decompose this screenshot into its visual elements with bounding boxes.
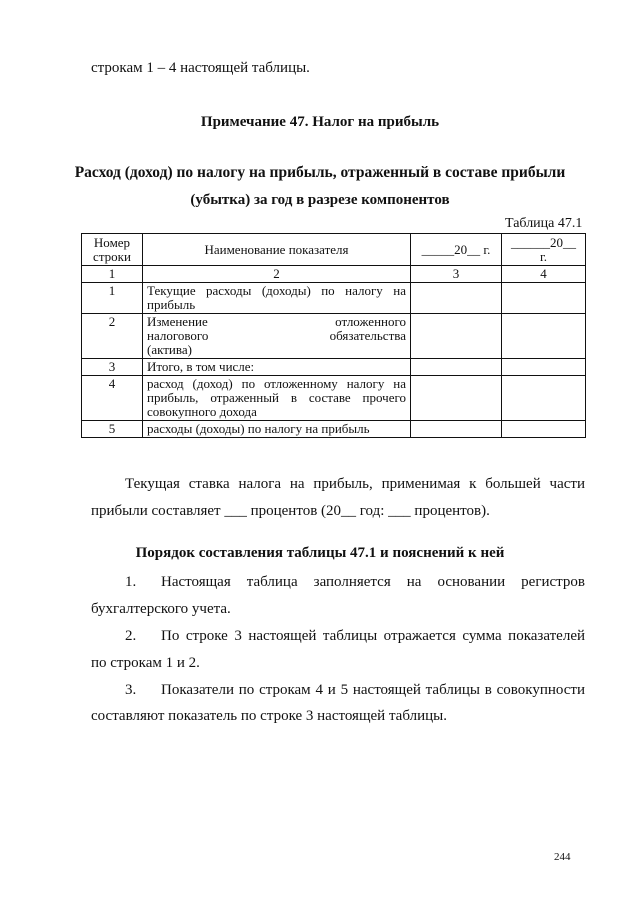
row-value-cell (502, 376, 586, 421)
row-indicator: Текущие расходы (доходы) по налогу на прибыль (143, 283, 411, 314)
page-number: 244 (554, 851, 571, 863)
row-value-cell (502, 283, 586, 314)
item-text-line2: по строкам 1 и 2. (91, 655, 200, 671)
column-number: 1 (82, 266, 143, 283)
table-label: Таблица 47.1 (505, 216, 583, 231)
item-text-line1: По строке 3 настоящей таблицы отражается сумма показателей (161, 628, 585, 644)
row-value-cell (502, 359, 586, 376)
row-value-cell (411, 359, 502, 376)
column-number: 4 (502, 266, 586, 283)
table-row (82, 359, 586, 376)
rate-paragraph-line2: прибыли составляет ___ процентов (20__ год: ___ процентов). (91, 503, 490, 519)
intro-line: строкам 1 – 4 настоящей таблицы. (91, 60, 310, 76)
header-indicator-name: Наименование показателя (143, 234, 411, 266)
row-indicator: расход (доход) по отложенному налогу на прибыль, отраженный в составе прочего совокупного дохода (143, 376, 411, 421)
header-year-current: _____20__ г. (411, 234, 502, 266)
row-indicator: расходы (доходы) по налогу на прибыль (143, 421, 411, 438)
row-value-cell (411, 376, 502, 421)
rate-paragraph-line1: Текущая ставка налога на прибыль, применимая к большей части (125, 476, 585, 492)
row-value-cell (411, 283, 502, 314)
item-number: 2. (125, 628, 137, 644)
note-title: Примечание 47. Налог на прибыль (200, 114, 440, 130)
table-row (82, 421, 586, 438)
item-text-line1: Настоящая таблица заполняется на основании регистров (161, 574, 585, 590)
row-number: 3 (82, 359, 143, 376)
table-47-1 (81, 233, 586, 438)
table-row (82, 314, 586, 359)
row-number: 2 (82, 314, 143, 359)
table-title-line1: Расход (доход) по налогу на прибыль, отраженный в составе прибыли (74, 164, 566, 181)
row-value-cell (502, 314, 586, 359)
table-row (82, 376, 586, 421)
row-value-cell (411, 314, 502, 359)
row-number: 1 (82, 283, 143, 314)
item-text-line2: бухгалтерского учета. (91, 601, 231, 617)
row-indicator: Итого, в том числе: (143, 359, 411, 376)
column-number: 2 (143, 266, 411, 283)
table-header-row (82, 234, 586, 266)
column-number-row (82, 266, 586, 283)
header-year-previous: ______20__ г. (502, 234, 586, 266)
header-row-number: Номер строки (82, 234, 143, 266)
procedure-title: Порядок составления таблицы 47.1 и пояснений к ней (135, 545, 505, 561)
item-text-line2: составляют показатель по строке 3 настоящей таблицы. (91, 708, 447, 724)
row-value-cell (502, 421, 586, 438)
row-indicator-text: Изменение отложенного налогового обязательства (актива) (147, 314, 406, 357)
table-title-line2: (убытка) за год в разрезе компонентов (190, 192, 450, 208)
table-row (82, 283, 586, 314)
item-number: 3. (125, 682, 137, 698)
item-text-line1: Показатели по строкам 4 и 5 настоящей таблицы в совокупности (161, 682, 585, 698)
row-indicator (143, 314, 411, 359)
row-number: 5 (82, 421, 143, 438)
item-number: 1. (125, 574, 137, 590)
row-value-cell (411, 421, 502, 438)
column-number: 3 (411, 266, 502, 283)
row-number: 4 (82, 376, 143, 421)
